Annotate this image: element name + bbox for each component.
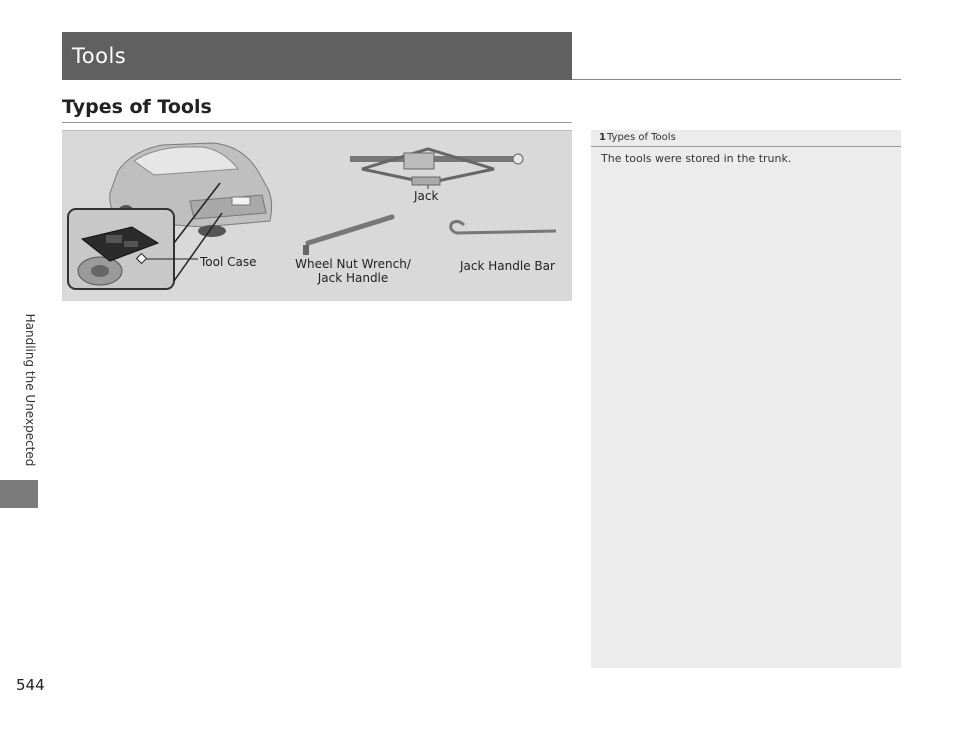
page-title: Tools [72, 44, 127, 68]
label-wheel-nut-wrench [290, 257, 416, 285]
chapter-tab-marker [0, 480, 38, 508]
label-tool-case: Tool Case [200, 255, 257, 269]
page-number: 544 [16, 676, 45, 694]
label-wrench-line1: Wheel Nut Wrench/ [295, 257, 411, 271]
side-chapter-label [22, 300, 38, 480]
jack-handle-bar-illustration [451, 221, 556, 233]
jack-illustration [350, 149, 523, 189]
note-heading [599, 132, 676, 143]
section-rule [62, 122, 572, 123]
tools-illustration [62, 130, 572, 301]
note-title: Types of Tools [606, 132, 676, 143]
side-note [591, 130, 901, 668]
note-rule [591, 146, 901, 147]
note-text: The tools were stored in the trunk. [601, 152, 792, 165]
label-wrench-line2: Jack Handle [317, 271, 389, 285]
section-title: Types of Tools [62, 96, 212, 118]
note-ref-mark: 1 [599, 132, 606, 143]
label-jack-handle-bar: Jack Handle Bar [460, 259, 555, 273]
wrench-illustration [306, 217, 392, 255]
header-band [62, 32, 572, 80]
header-rule [572, 79, 901, 80]
side-chapter-text: Handling the Unexpected [23, 313, 37, 467]
label-jack: Jack [414, 189, 439, 203]
